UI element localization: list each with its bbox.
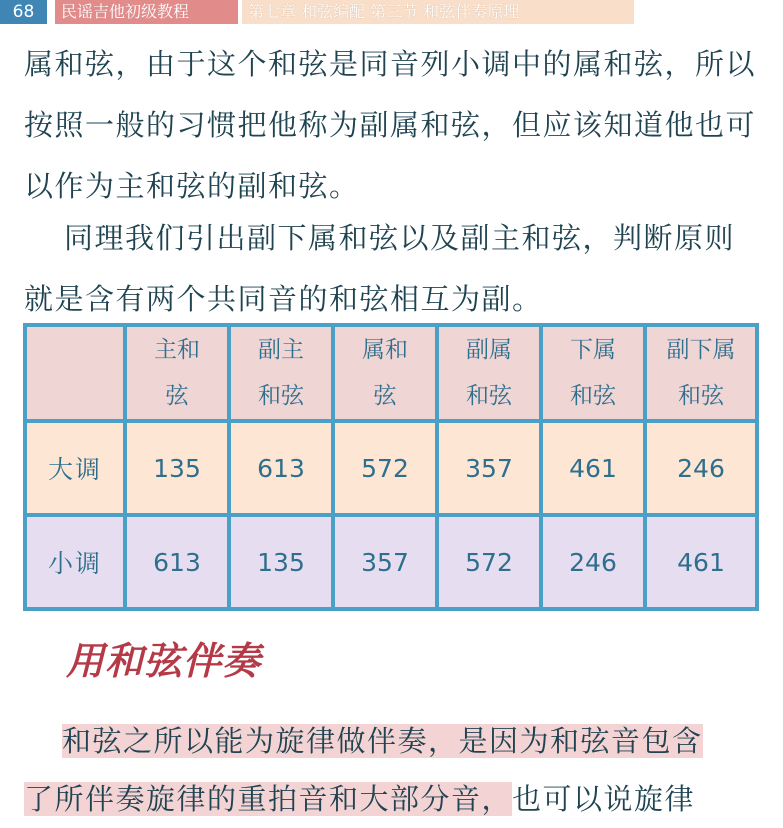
table-row-minor: [27, 517, 755, 607]
table-cell: 572: [335, 423, 435, 513]
section-heading: 用和弦伴奏: [66, 639, 262, 683]
table-cell: 246: [543, 517, 643, 607]
row-label: 大调: [27, 423, 123, 513]
table-cell: 613: [127, 517, 227, 607]
header-cell-empty: [27, 327, 123, 419]
header-cell: 下属 和弦: [543, 327, 643, 419]
table-cell: 357: [335, 517, 435, 607]
plain-text: 也可以说旋律: [512, 782, 696, 816]
table-cell: 572: [439, 517, 539, 607]
table-cell: 613: [231, 423, 331, 513]
chord-table: [23, 323, 759, 611]
page-number: 68: [0, 0, 47, 24]
table-row-major: [27, 423, 755, 513]
chapter-title: 第七章 和弦编配 第三节 和弦伴奏原理: [242, 0, 634, 24]
paragraph-3: [24, 712, 764, 828]
table-cell: 461: [543, 423, 643, 513]
book-title: 民谣吉他初级教程: [55, 0, 238, 24]
table-cell: 357: [439, 423, 539, 513]
header-cell: 副属 和弦: [439, 327, 539, 419]
table-header-row: [27, 327, 755, 419]
header-cell: 副主 和弦: [231, 327, 331, 419]
row-label: 小调: [27, 517, 123, 607]
paragraph-2: 同理我们引出副下属和弦以及副主和弦，判断原则就是含有两个共同音的和弦相互为副。: [24, 221, 736, 316]
page-header: [0, 0, 783, 24]
header-cell: 副下属 和弦: [647, 327, 755, 419]
highlighted-text: 和弦之所以能为旋律做伴奏，是因为和弦音包含: [62, 724, 703, 758]
paragraph-1: 属和弦，由于这个和弦是同音列小调中的属和弦，所以按照一般的习惯把他称为副属和弦，但应该知道他也可以作为主和弦的副和弦。: [24, 47, 757, 203]
header-cell: 属和 弦: [335, 327, 435, 419]
highlighted-text: 了所伴奏旋律的重拍音和大部分音，: [24, 782, 513, 816]
table-cell: 246: [647, 423, 755, 513]
table-cell: 461: [647, 517, 755, 607]
header-cell: 主和 弦: [127, 327, 227, 419]
table-cell: 135: [127, 423, 227, 513]
table-cell: 135: [231, 517, 331, 607]
